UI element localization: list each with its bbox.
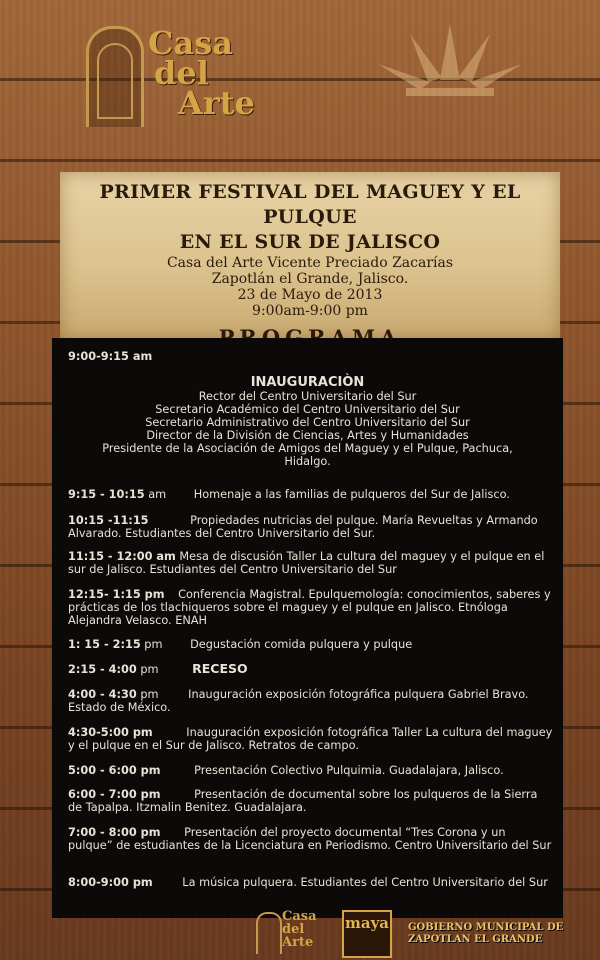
inauguration-line: Secretario Administrativo del Centro Universitario del Sur bbox=[145, 416, 470, 429]
schedule-item: 6:00 - 7:00 pm Presentación de documental sobre los pulqueros de la Sierra de Tapalpa. Itzmalin Benitez. Guadalajara. bbox=[68, 788, 538, 814]
schedule-desc: Conferencia Magistral. Epulquemología: conocimientos, saberes y prácticas de los tlachiqueros sobre el maguey y el pulque en Jalisco. Etnóloga Alejandra Velasco. ENAH bbox=[68, 588, 551, 627]
schedule-desc: Homenaje a las familias de pulqueros del Sur de Jalisco. bbox=[193, 488, 510, 501]
schedule-desc: Mesa de discusión Taller La cultura del maguey y el pulque en el sur de Jalisco. Estudiantes del Centro Universitario del Sur bbox=[68, 550, 545, 576]
schedule-item: 4:30-5:00 pm Inauguración exposición fotográfica Taller La cultura del maguey y el pulque en el Sur de Jalisco. Retratos de campo. bbox=[68, 726, 553, 752]
inauguration-line: Hidalgo. bbox=[284, 455, 331, 468]
schedule-item: 9:15 - 10:15 am Homenaje a las familias de pulqueros del Sur de Jalisco. bbox=[68, 488, 510, 501]
schedule-desc: Inauguración exposición fotográfica pulquera Gabriel Bravo. Estado de México. bbox=[68, 688, 529, 714]
schedule-item: 10:15 -11:15 Propiedades nutricias del pulque. María Revueltas y Armando Alvarado. Estudiantes del Centro Universitario del Sur. bbox=[68, 514, 538, 540]
program-board bbox=[52, 338, 563, 918]
inauguration-line: Presidente de la Asociación de Amigos del Maguey y el Pulque, Pachuca, bbox=[102, 442, 513, 455]
schedule-desc: Degustación comida pulquera y pulque bbox=[190, 638, 413, 651]
inauguration-title: INAUGURACIÒN bbox=[250, 375, 365, 390]
door-icon bbox=[256, 912, 282, 954]
recess-label: RECESO bbox=[192, 661, 248, 676]
inauguration-line: Director de la División de Ciencias, Artes y Humanidades bbox=[146, 429, 469, 442]
inauguration-line: Rector del Centro Universitario del Sur bbox=[198, 390, 417, 403]
event-hours: 9:00am-9:00 pm bbox=[252, 303, 368, 319]
agave-decoration bbox=[370, 20, 530, 140]
schedule-item: 5:00 - 6:00 pm Presentación Colectivo Pulquimia. Guadalajara, Jalisco. bbox=[68, 764, 504, 777]
schedule-desc: Presentación del proyecto documental “Tres Corona y un pulque” de estudiantes de la Licenciatura en Periodismo. Centro Universitario del Sur bbox=[68, 826, 552, 852]
inauguration-section bbox=[62, 376, 553, 468]
maya-logo: maya bbox=[342, 910, 392, 958]
schedule-item: 11:15 - 12:00 am Mesa de discusión Taller La cultura del maguey y el pulque en el sur de Jalisco. Estudiantes del Centro Universitario del Sur bbox=[68, 550, 545, 576]
inauguration-line: Secretario Académico del Centro Universitario del Sur bbox=[155, 403, 460, 416]
schedule-desc: Presentación Colectivo Pulquimia. Guadalajara, Jalisco. bbox=[194, 764, 504, 777]
schedule-desc: Propiedades nutricias del pulque. María Revueltas y Armando Alvarado. Estudiantes del Centro Universitario del Sur. bbox=[68, 514, 538, 540]
logo-word-arte: Arte bbox=[178, 84, 255, 122]
schedule-desc: La música pulquera. Estudiantes del Centro Universitario del Sur bbox=[182, 876, 548, 889]
event-title bbox=[60, 180, 560, 255]
header-card bbox=[60, 172, 560, 340]
inauguration-time: 9:00-9:15 am bbox=[68, 350, 153, 363]
schedule-item: 8:00-9:00 pm La música pulquera. Estudiantes del Centro Universitario del Sur bbox=[68, 876, 548, 889]
casa-del-arte-logo bbox=[78, 22, 268, 142]
event-date: 23 de Mayo de 2013 bbox=[237, 287, 383, 303]
schedule-item: 7:00 - 8:00 pm Presentación del proyecto documental “Tres Corona y un pulque” de estudiantes de la Licenciatura en Periodismo. Centro Universitario del Sur bbox=[68, 826, 552, 852]
schedule-desc: Presentación de documental sobre los pulqueros de la Sierra de Tapalpa. Itzmalin Benitez. Guadalajara. bbox=[68, 788, 538, 814]
door-icon bbox=[86, 26, 144, 127]
title-line-1: PRIMER FESTIVAL DEL MAGUEY Y EL PULQUE bbox=[99, 181, 521, 228]
title-line-2: EN EL SUR DE JALISCO bbox=[179, 231, 441, 253]
schedule-item: 12:15- 1:15 pm Conferencia Magistral. Epulquemología: conocimientos, saberes y prácticas de los tlachiqueros sobre el maguey y el pulque en Jalisco. Etnóloga Alejandra Velasco. ENAH bbox=[68, 588, 551, 627]
venue: Casa del Arte Vicente Preciado Zacarías bbox=[166, 255, 454, 271]
schedule-desc: Inauguración exposición fotográfica Taller La cultura del maguey y el pulque en el Sur de Jalisco. Retratos de campo. bbox=[68, 726, 553, 752]
city: Zapotlán el Grande, Jalisco. bbox=[211, 271, 409, 287]
municipal-government-logo: GOBIERNO MUNICIPAL DE ZAPOTLAN EL GRANDE bbox=[408, 922, 564, 945]
casa-del-arte-footer-logo: Casa del Arte bbox=[256, 910, 326, 954]
footer-logos bbox=[250, 908, 600, 960]
logo-word-casa: Casa bbox=[148, 24, 233, 62]
schedule-item: 1: 15 - 2:15 pm Degustación comida pulquera y pulque bbox=[68, 638, 413, 651]
schedule-item: 4:00 - 4:30 pm Inauguración exposición fotográfica pulquera Gabriel Bravo. Estado de México. bbox=[68, 688, 529, 714]
schedule-item: 2:15 - 4:00 pm RECESO bbox=[68, 661, 248, 676]
logo-word-del: del bbox=[154, 54, 209, 92]
